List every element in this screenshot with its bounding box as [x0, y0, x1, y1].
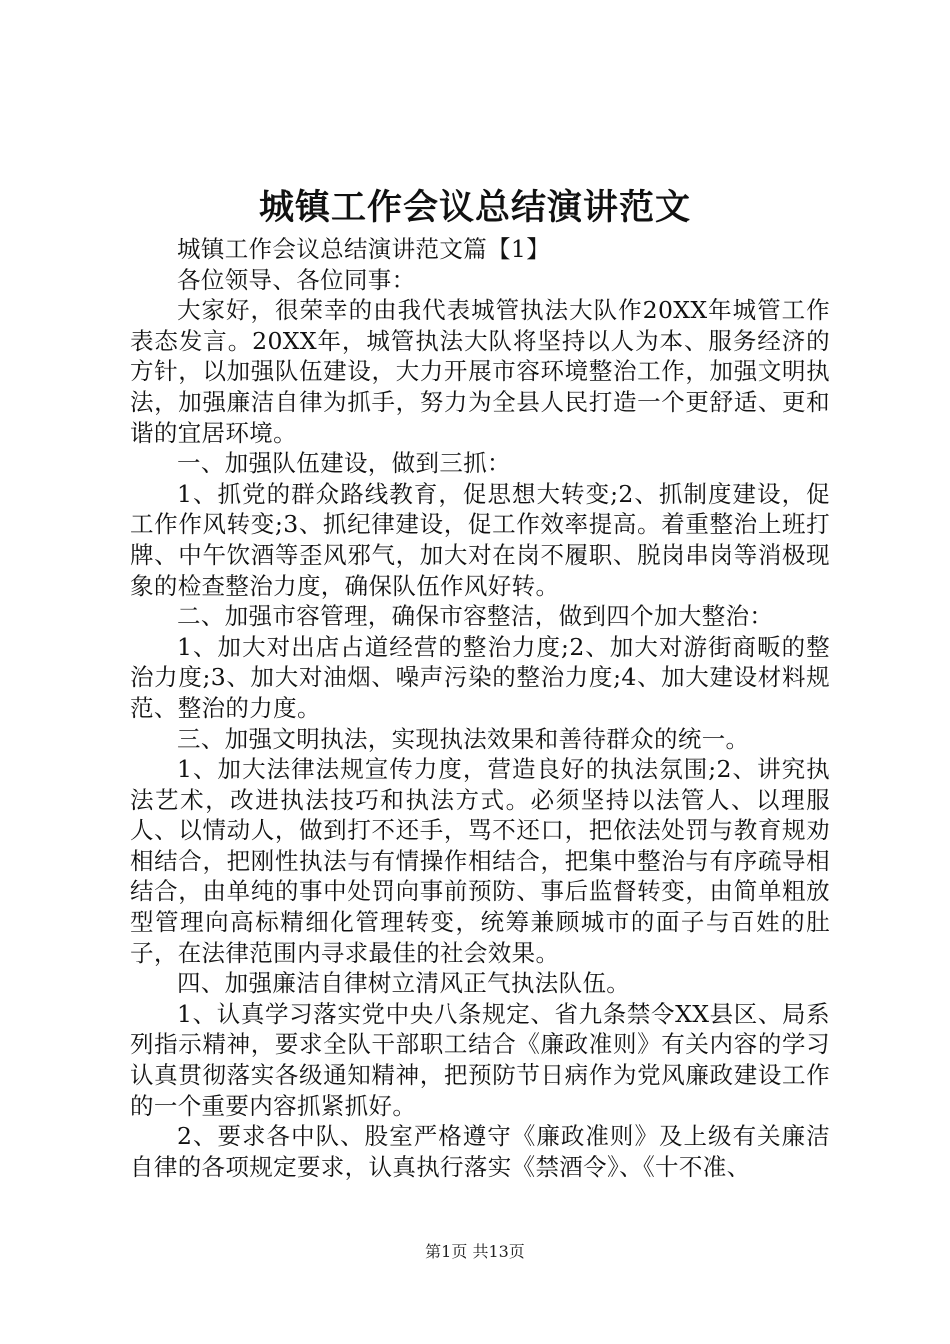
- body-paragraph: 大家好，很荣幸的由我代表城管执法大队作20XX年城管工作表态发言。20XX年，城管执法大队将坚持以人为本、服务经济的方针，以加强队伍建设，大力开展市容环境整治工作，加强文明执法，加强廉洁自律为抓手，努力为全县人民打造一个更舒适、更和谐的宜居环境。: [130, 296, 830, 447]
- body-paragraph: 二、加强市容管理，确保市容整洁，做到四个加大整治：: [177, 602, 774, 631]
- salutation: 各位领导、各位同事：: [177, 265, 416, 294]
- page-footer: 第1页 共13页: [425, 1242, 525, 1261]
- body-paragraph: 1、抓党的群众路线教育，促思想大转变;2、抓制度建设，促工作作风转变;3、抓纪律建设，促工作效率提高。着重整治上班打牌、中午饮酒等歪风邪气，加大对在岗不履职、脱岗串岗等消极现象的检查整治力度，确保队伍作风好转。: [130, 479, 830, 600]
- body-paragraph: 一、加强队伍建设，做到三抓：: [177, 449, 511, 478]
- body-paragraph: 三、加强文明执法，实现执法效果和善待群众的统一。: [177, 724, 750, 753]
- section-heading: 城镇工作会议总结演讲范文篇【1】: [177, 235, 551, 263]
- document-body: [130, 234, 830, 1182]
- body-paragraph: 四、加强廉洁自律树立清风正气执法队伍。: [177, 969, 631, 998]
- body-paragraph: 1、加大对出店占道经营的整治力度;2、加大对游街商畈的整治力度;3、加大对油烟、噪声污染的整治力度;4、加大建设材料规范、整治的力度。: [130, 632, 830, 722]
- body-paragraph: 1、加大法律法规宣传力度，营造良好的执法氛围;2、讲究执法艺术，改进执法技巧和执法方式。必须坚持以法管人、以理服人、以情动人，做到打不还手，骂不还口，把依法处罚与教育规劝相结合，把刚性执法与有情操作相结合，把集中整治与有序疏导相结合，由单纯的事中处罚向事前预防、事后监督转变，由简单粗放型管理向高标精细化管理转变，统筹兼顾城市的面子与百姓的肚子，在法律范围内寻求最佳的社会效果。: [130, 755, 830, 967]
- body-paragraph: 1、认真学习落实党中央八条规定、省九条禁令XX县区、局系列指示精神，要求全队干部职工结合《廉政准则》有关内容的学习认真贯彻落实各级通知精神，把预防节日病作为党风廉政建设工作的一个重要内容抓紧抓好。: [130, 999, 830, 1120]
- body-paragraph: 2、要求各中队、股室严格遵守《廉政准则》及上级有关廉洁自律的各项规定要求，认真执行落实《禁酒令》、《十不准、: [130, 1122, 830, 1181]
- document-title: 城镇工作会议总结演讲范文: [258, 188, 691, 228]
